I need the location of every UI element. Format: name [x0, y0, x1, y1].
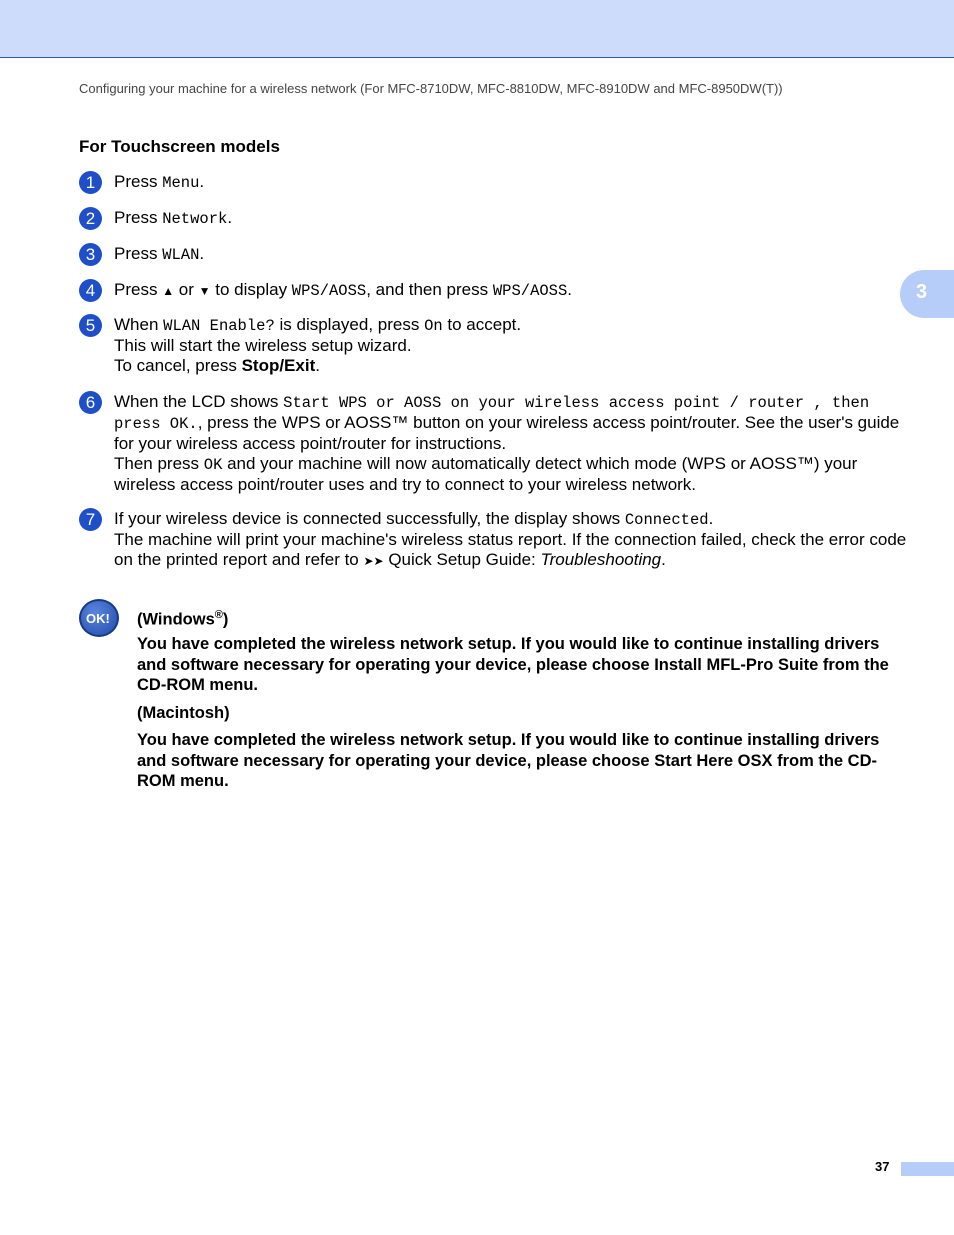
lcd-key: WLAN [162, 246, 200, 264]
step-text: Press WLAN. [114, 244, 205, 264]
page-number: 37 [875, 1159, 890, 1174]
step-text: Press Menu. [114, 172, 205, 192]
running-header: Configuring your machine for a wireless network (For MFC-8710DW, MFC-8810DW, MFC-8910DW and MFC-8950DW(T)) [79, 81, 783, 96]
step-number: 5 [79, 314, 102, 337]
lcd-key: OK [203, 456, 223, 474]
footer-bar [901, 1162, 954, 1176]
step-text: When WLAN Enable? is displayed, press On to accept. This will start the wireless setup wizard. To cancel, press Stop/Exit. [114, 315, 522, 375]
ok-icon: OK! [79, 599, 119, 637]
lcd-message: Start WPS or AOSS on your wireless access point / router , then press OK. [114, 394, 870, 433]
step-number: 3 [79, 243, 102, 266]
macintosh-completion-text: You have completed the wireless network setup. If you would like to continue installing drivers and software necessary for operating your device, please choose Start Here OSX from the CD-ROM menu. [137, 731, 880, 790]
step-text: When the LCD shows Start WPS or AOSS on your wireless access point / router , then press OK., press the WPS or AOSS™ button on your wireless access point/router. See the user's guide for your wireless access point/router for instructions. Then press OK and your machine will now automatically detect which mode (WPS or AOSS™) your wireless access point/router uses and try to connect to your wireless network. [114, 392, 900, 494]
step-text: Press Network. [114, 208, 233, 228]
step-number: 6 [79, 391, 102, 414]
lcd-key: WPS/AOSS [492, 282, 568, 300]
macintosh-label: (Macintosh) [137, 704, 230, 722]
top-header-band [0, 0, 954, 58]
lcd-message: Connected [624, 511, 709, 529]
lcd-message: WLAN Enable? [163, 317, 275, 335]
stop-exit-key: Stop/Exit [241, 356, 316, 375]
windows-completion-text: You have completed the wireless network setup. If you would like to continue installing drivers and software necessary for operating your device, please choose Install MFL-Pro Suite from the CD-ROM menu. [137, 635, 889, 694]
chapter-number: 3 [916, 281, 928, 303]
lcd-key: Menu [162, 174, 200, 192]
up-arrow-icon: ▲ [162, 284, 175, 298]
step-text: Press ▲ or ▼ to display WPS/AOSS, and then press WPS/AOSS. [114, 280, 573, 300]
windows-label: (Windows®) [137, 609, 229, 629]
double-arrow-icon: ➤➤ [363, 554, 384, 568]
lcd-key: On [424, 317, 443, 335]
step-number: 1 [79, 171, 102, 194]
lcd-key: Network [162, 210, 228, 228]
guide-reference: Troubleshooting [540, 550, 662, 569]
step-text: If your wireless device is connected successfully, the display shows Connected. The machine will print your machine's wireless status report. If the connection failed, check the error code on the printed report and refer to ➤➤ Quick Setup Guide: Troubleshooting. [114, 509, 907, 569]
step-number: 7 [79, 508, 102, 531]
down-arrow-icon: ▼ [198, 284, 211, 298]
step-number: 2 [79, 207, 102, 230]
section-heading: For Touchscreen models [79, 137, 280, 156]
step-number: 4 [79, 279, 102, 302]
lcd-key: WPS/AOSS [291, 282, 367, 300]
